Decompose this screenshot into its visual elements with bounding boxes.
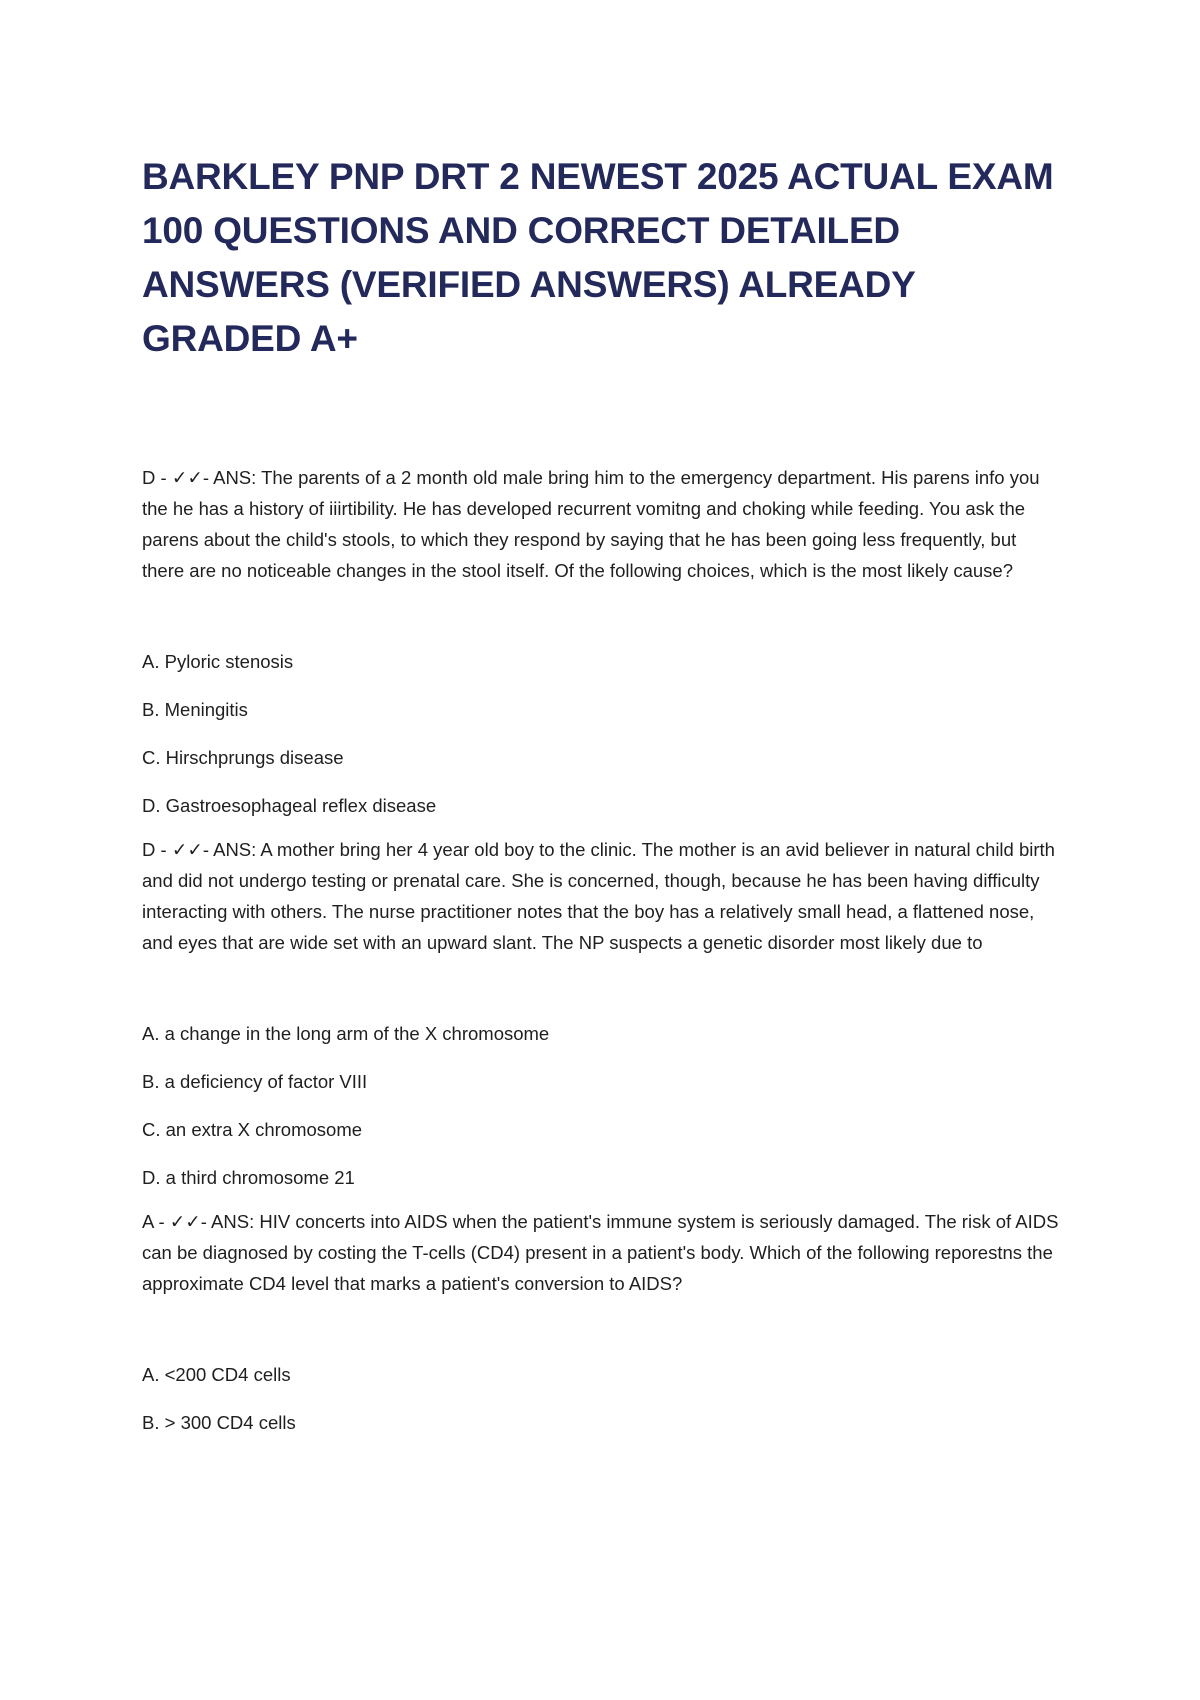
- question-list: [142, 462, 1062, 1459]
- option-c: C. Hirschprungs disease: [142, 747, 344, 768]
- check-marks-icon: ✓✓: [171, 467, 203, 488]
- ans-prefix: - ANS:: [202, 839, 261, 860]
- option-d: D. a third chromosome 21: [142, 1167, 355, 1188]
- option-a: A. Pyloric stenosis: [142, 651, 294, 672]
- option-a: A. <200 CD4 cells: [142, 1364, 291, 1385]
- option-list: [142, 650, 1062, 818]
- option-b: B. a deficiency of factor VIII: [142, 1071, 368, 1092]
- option-list: [142, 1363, 1062, 1435]
- question-text: A mother bring her 4 year old boy to the clinic. The mother is an avid believer in natural child birth and did not undergo testing or prenatal care. She is concerned, though, because he has been having difficulty interacting with others. The nurse practitioner notes that the boy has a relatively small head, a flattened nose, and eyes that are wide set with an upward slant. The NP suspects a genetic disorder most likely due to: [142, 839, 1055, 953]
- option-a: A. a change in the long arm of the X chromosome: [142, 1023, 550, 1044]
- question-1: [142, 462, 1062, 818]
- check-marks-icon: ✓✓: [169, 1211, 201, 1232]
- question-text: The parents of a 2 month old male bring him to the emergency department. His parens info you the he has a history of iiirtibility. He has developed recurrent vomitng and choking while feeding. You ask the parens about the child's stools, to which they respond by saying that he has been going less frequently, but there are no noticeable changes in the stool itself. Of the following choices, which is the most likely cause?: [142, 467, 1040, 581]
- option-d: D. Gastroesophageal reflex disease: [142, 795, 437, 816]
- option-b: B. > 300 CD4 cells: [142, 1412, 296, 1433]
- question-stem: [142, 834, 1062, 958]
- ans-prefix: - ANS:: [200, 1211, 260, 1232]
- question-stem: [142, 462, 1062, 586]
- question-text: HIV concerts into AIDS when the patient's immune system is seriously damaged. The risk of AIDS can be diagnosed by costing the T-cells (CD4) present in a patient's body. Which of the following reporestns the approximate CD4 level that marks a patient's conversion to AIDS?: [142, 1211, 1059, 1294]
- question-stem: [142, 1206, 1062, 1299]
- question-3: [142, 1206, 1062, 1435]
- answer-key: D -: [142, 839, 172, 860]
- option-b: B. Meningitis: [142, 699, 248, 720]
- document-title: BARKLEY PNP DRT 2 NEWEST 2025 ACTUAL EXAM 100 QUESTIONS AND CORRECT DETAILED ANSWERS (VERIFIED ANSWERS) ALREADY GRADED A+: [142, 156, 1054, 359]
- question-2: [142, 834, 1062, 1190]
- option-c: C. an extra X chromosome: [142, 1119, 363, 1140]
- check-marks-icon: ✓✓: [171, 839, 203, 860]
- answer-key: A -: [142, 1211, 170, 1232]
- option-list: [142, 1022, 1062, 1190]
- answer-key: D -: [142, 467, 172, 488]
- ans-prefix: - ANS:: [202, 467, 262, 488]
